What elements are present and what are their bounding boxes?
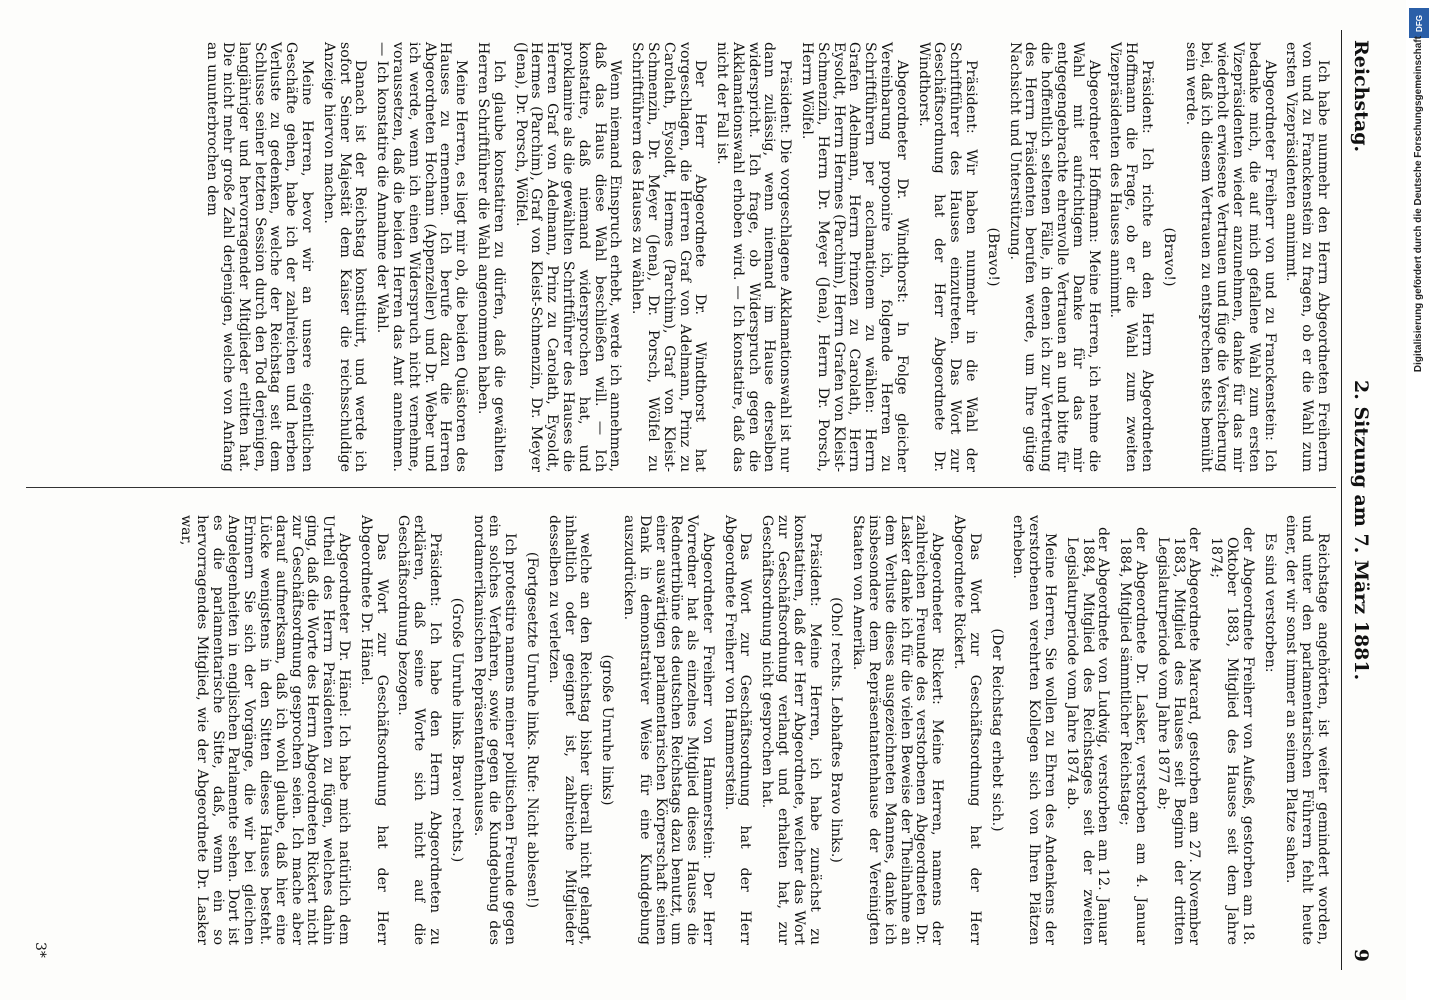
page-number: 9	[1350, 948, 1372, 962]
signature-mark: 3*	[32, 942, 48, 958]
paragraph: (Fortgesetzte Unruhe links. Rufe: Nicht ablesen!)	[523, 551, 540, 909]
paragraph: Abgeordneter Freiherr von und zu Franckenstein: Ich bedanke mich, die auf mich gefallene Wahl zum ersten Vizepräsidenten wieder anzunehmen, danke für das mir wiederholt erwiesene Vertrauen und füge die Versicherung bei, daß ich diesem Vertrauen zu entsprechen stets bemüht sein werde.	[1182, 42, 1278, 472]
paragraph: Präsident: Die vorgeschlagene Akklamationswahl ist nur dann zulässig, wenn niemand im Hause derselben widerspricht. Ich frage, ob Widerspruch gegen die Akklamationswahl erhoben wird. — Ich konstatire, daß das nicht der Fall ist.	[714, 42, 794, 472]
paragraph: Meine Herren, es liegt mir ob, die beiden Quästoren des Hauses zu ernennen. Ich berufe dazu die Herren Abgeordneten Hochann (Appenzeller) und Dr. Weber und ich werde, wenn ich einen Widerspruch nicht vernehme, voraussetzen, daß die beiden Herren das Amt annehmen. — Ich konstatire die Annahme der Wahl.	[374, 42, 470, 472]
paragraph: (Oho! rechts. Lebhaftes Bravo links.)	[828, 597, 845, 863]
paragraph: Das Wort zur Geschäftsordnung hat der Herr Abgeordnete Rickert.	[951, 515, 983, 945]
header-rule	[1341, 30, 1342, 970]
paragraph: der Abgeordnete Marcard, gestorben am 27. November 1883, Mitglied des Hauses seit Beginn der dritten Legislaturperiode vom Jahre 1877 ab;	[1154, 527, 1203, 945]
running-header	[1338, 0, 1378, 1000]
paragraph: Abgeordneter Freiherr von Hammerstein: Der Herr Vorredner hat als einzelnes Mitglied dieses Hauses die Rednertribüne des deutschen Reichstags dazu benutzt, um einer auswärtigen parlamentarischen Körperschaft seinen Dank in demonstrativer Weise für eine Kundgebung auszudrücken.	[620, 515, 716, 945]
paragraph: Meine Herren, bevor wir an unsere eigentlichen Geschäfte gehen, habe ich der zahlreichen und herben Verluste zu gedenken, welche der Reichstag seit dem Schlusse seiner letzten Session durch den Tod derjenigen, langjähriger und hervorragender Mitglieder erlitten hat. Die nicht mehr große Zahl derjenigen, welche von Anfang an ununterbrochen dem	[204, 42, 315, 472]
paragraph: (Bravo!)	[1160, 227, 1177, 287]
paragraph: Abgeordneter Rickert: Meine Herren, namens der zahlreichen Freunde des verstorbenen Abgeordneten Dr. Lasker danke ich für die vielen Beweise der Theilnahme an dem Verluste dieses ausgezeichneten Mannes, danke ich insbesondere dem Repräsentantenhause der Vereinigten Staaten von Amerika.	[850, 515, 946, 945]
paragraph: Präsident: Wir haben nunmehr in die Wahl der Schriftführer des Hauses einzutreten. Das Wort zur Geschäftsordnung hat der Herr Abgeordnete Dr. Windthorst.	[915, 42, 980, 472]
header-center: 2. Sitzung am 7. März 1881.	[1350, 380, 1372, 681]
left-column	[197, 42, 1330, 472]
paragraph: Wenn niemand Einspruch erhebt, werde ich annehmen, daß das Haus diese Wahl beschließen will. — Ich konstatire, daß niemand widersprochen hat, und proklamire als die gewählten Schriftführer des Hauses die Herren Graf von Adelmann, Prinz zu Carolath, Eysoldt, Hermes (Parchim), Graf von Kleist-Schmenzin, Dr. Meyer (Jena), Dr. Porsch, Wölfel.	[512, 42, 624, 472]
paragraph: Danach ist der Reichstag konstituirt, und werde ich sofort Seiner Majestät dem Kaiser die reichsschuldige Anzeige hiervon machen.	[320, 42, 369, 472]
paragraph: (Der Reichstag erhebt sich.)	[988, 628, 1005, 832]
dfg-logo-text: DFG	[1414, 14, 1424, 32]
paragraph: Abgeordneter Hoffmann: Meine Herren, ich nehme die Wahl mit aufrichtigem Danke für das mir entgegengebrachte ehrenvolle Vertrauen an und bitte für die hoffentlich seltenen Fälle, in denen ich zur Vertretung des Herrn Präsidenten berufen werde, um Ihre gütige Nachsicht und Unterstützung.	[1006, 42, 1102, 472]
paragraph: (Bravo!)	[984, 227, 1001, 287]
paragraph: der Abgeordnete Dr. Lasker, verstorben am 4. Januar 1884, Mitglied sämmtlicher Reichstage;	[1117, 527, 1150, 945]
paragraph: Präsident: Ich richte an den Herrn Abgeordneten Hoffmann die Frage, ob er die Wahl zum zweiten Vizepräsidenten des Hauses annimmt.	[1107, 42, 1156, 472]
digitization-credit-text: Digitalisierung gefördert durch die Deutsche Forschungsgemeinschaft	[1413, 36, 1424, 373]
header-left: Reichstag.	[1350, 40, 1372, 153]
paragraph: der Abgeordnete Freiherr von Aufseß, gestorben am 18. Oktober 1883, Mitglied des Hauses seit dem Jahre 1874;	[1208, 527, 1256, 945]
paragraph: Präsident: Meine Herren, ich habe zunächst zu konstatiren, daß der Herr Abgeordnete, welcher das Wort zur Geschäftsordnung verlangt und erhalten hat, zur Geschäftsordnung nicht gesprochen hat.	[759, 515, 823, 945]
paragraph: (Große Unruhe links. Bravo! rechts.)	[448, 597, 465, 863]
paragraph: Abgeordneter Dr. Hänel: Ich habe mich natürlich dem Urtheil des Herrn Präsidenten zu fügen, welches dahin ging, daß die Worte des Herrn Abgeordneten Rickert nicht zur Geschäftsordnung gesprochen seien. Ich mache aber darauf aufmerksam, daß ich wohl glaube, daß hier eine Lücke wenigstens in den Sitten dieses Hauses besteht. Erinnern Sie sich der Vorgänge, die wir bei gleichen Angelegenheiten in englischen Parlamente sehen. Dort ist es die parlamentarische Sitte, daß, wenn ein so hervorragendes Mitglied, wie der Abgeordnete Dr. Lasker war,	[178, 515, 352, 945]
column-divider	[26, 487, 1336, 488]
paragraph: Meine Herren, Sie wollen zu Ehren des Andenkens der verstorbenen verehrten Kollegen sich von Ihren Plätzen erheben.	[1010, 515, 1059, 945]
paragraph: (große Unruhe links)	[599, 654, 616, 806]
paragraph: Das Wort zur Geschäftsordnung hat der Herr Abgeordnete Dr. Hänel.	[357, 515, 390, 945]
paragraph: Reichstage angehörten, ist weiter gemindert worden, und unter den parlamentarischen Führern fehlt heute einer, der wir sonst immer an seinem Platze sahen.	[1283, 515, 1331, 945]
paragraph: Das Wort zur Geschäftsordnung hat der Herr Abgeordnete Freiherr von Hammerstein.	[721, 515, 754, 945]
paragraph: Abgeordneter Dr. Windthorst: In Folge gleicher Vereinbarung proponire ich, folgende Herren zu Schriftführern per acclamationem zu wählen: Herrn Grafen Adelmann, Herrn Prinzen zu Carolath, Herrn Eysoldt, Herrn Hermes (Parchim), Herrn Grafen von Kleist-Schmenzin, Herrn Dr. Meyer (Jena), Herrn Dr. Porsch, Herrn Wölfel.	[799, 42, 910, 472]
paragraph: welche an den Reichstag bisher überall nicht gelangt, inhaltlich oder geeignet ist, zahlreiche Mitglieder desselben zu verletzen.	[545, 515, 594, 945]
paragraph: der Abgeordnete von Ludwig, verstorben am 12. Januar 1884, Mitglied des Reichstages seit der zweiten Legislaturperiode vom Jahre 1874 ab.	[1063, 527, 1112, 945]
digitization-credit-band	[1406, 0, 1432, 1000]
paragraph: Ich protestire namens meiner politischen Freunde gegen ein solches Verfahren, sowie gegen die Kundgebung des nordamerikanischen Repräsentantenhauses.	[470, 515, 519, 945]
paragraph: Ich habe nunmehr den Herrn Abgeordneten Freiherrn von und zu Franckenstein zu fragen, ob er die Wahl zum ersten Vizepräsidenten annimmt.	[1283, 42, 1331, 472]
right-column	[171, 515, 1330, 945]
paragraph: Der Herr Abgeordnete Dr. Windthorst hat vorgeschlagen, die Herren Graf von Adelmann, Prinz zu Carolath, Eysoldt, Hermes (Parchim), Graf von Kleist-Schmenzin, Dr. Meyer (Jena), Dr. Porsch, Wölfel zu Schriftführern des Hauses zu wählen.	[629, 42, 709, 472]
paragraph: Ich glaube konstatiren zu dürfen, daß die gewählten Herren Schriftführer die Wahl angenommen haben.	[474, 42, 507, 472]
paragraph: Es sind verstorben:	[1261, 533, 1278, 673]
paragraph: Präsident: Ich habe den Herrn Abgeordneten zu erklären, daß seine Worte sich nicht auf die Geschäftsordnung bezogen.	[395, 515, 443, 945]
